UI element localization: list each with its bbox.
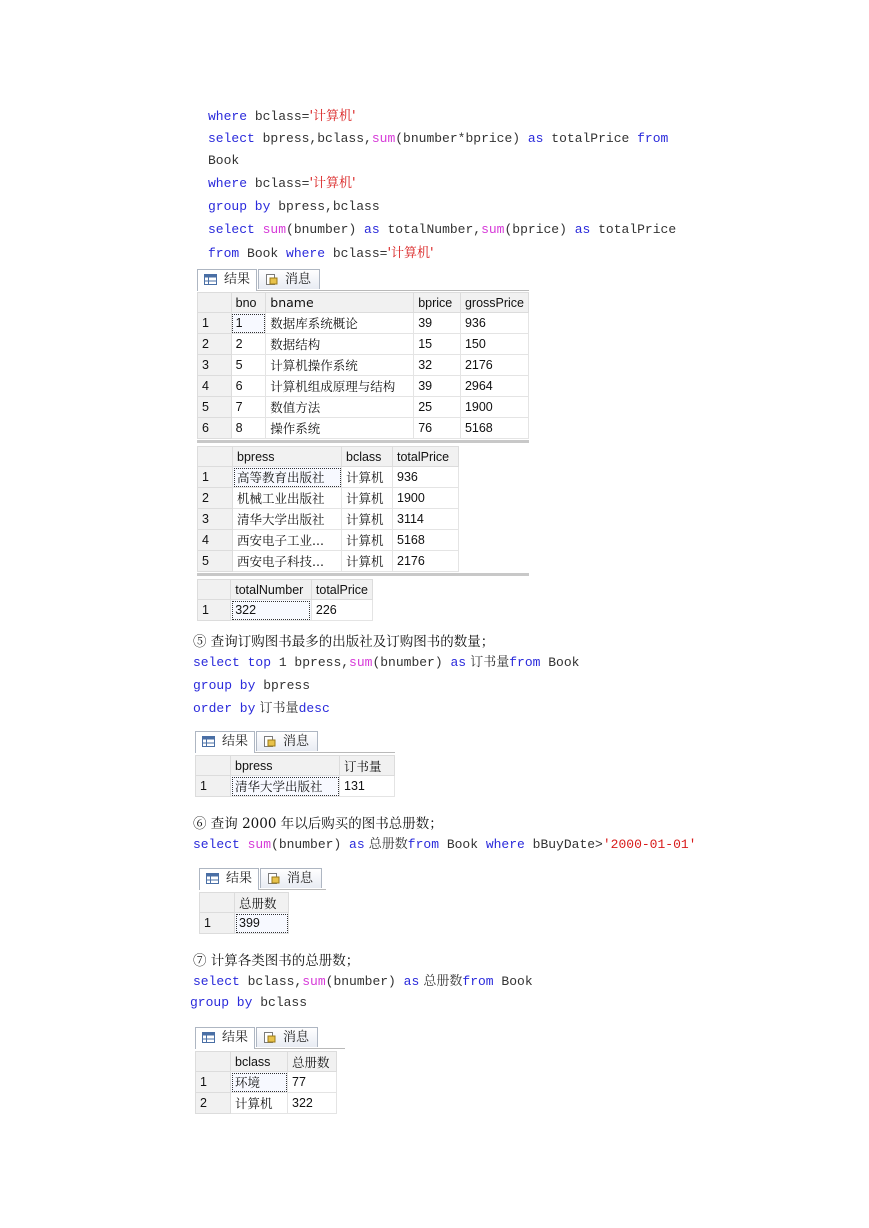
code-line bbox=[193, 836, 696, 854]
table-cell[interactable]: 76 bbox=[414, 418, 461, 439]
function-name: sum bbox=[247, 837, 272, 852]
code-text: bclass= bbox=[247, 109, 310, 124]
table-cell[interactable]: 清华大学出版社 bbox=[231, 776, 340, 797]
table-row[interactable] bbox=[196, 776, 395, 797]
row-number: 3 bbox=[198, 355, 232, 376]
keyword: from bbox=[462, 974, 494, 989]
table-row[interactable] bbox=[198, 355, 529, 376]
table-cell[interactable]: 2964 bbox=[460, 376, 528, 397]
section-heading: ⑥ 查询 2000 年以后购买的图书总册数； bbox=[193, 816, 443, 832]
table-header-row bbox=[200, 893, 289, 913]
result-tabs bbox=[195, 1026, 345, 1049]
table-row[interactable] bbox=[198, 418, 529, 439]
row-number: 1 bbox=[198, 600, 231, 621]
table-row[interactable] bbox=[198, 488, 459, 509]
table-cell[interactable]: 西安电子工业... bbox=[233, 530, 342, 551]
row-number-header bbox=[198, 293, 232, 313]
code-text: bclass bbox=[252, 995, 308, 1010]
code-text: bclass, bbox=[239, 974, 303, 989]
code-text: 订书量 bbox=[255, 701, 299, 716]
function-name: sum bbox=[371, 131, 396, 146]
keyword: as bbox=[527, 131, 544, 146]
section-heading: ⑦ 计算各类图书的总册数； bbox=[193, 953, 360, 969]
table-cell[interactable]: 25 bbox=[414, 397, 461, 418]
table-cell[interactable]: 131 bbox=[340, 776, 395, 797]
result-tabs bbox=[195, 730, 395, 753]
table-cell[interactable]: 15 bbox=[414, 334, 461, 355]
result-table-top-press bbox=[195, 755, 395, 797]
keyword: select bbox=[193, 837, 240, 852]
keyword: group by bbox=[190, 995, 253, 1010]
grid-splitter[interactable] bbox=[197, 440, 529, 443]
table-cell[interactable]: 1900 bbox=[393, 488, 459, 509]
result-tabs bbox=[199, 867, 326, 890]
table-cell[interactable]: 39 bbox=[414, 376, 461, 397]
row-number: 6 bbox=[198, 418, 232, 439]
row-number-header bbox=[198, 580, 231, 600]
keyword: from bbox=[637, 131, 669, 146]
code-line bbox=[193, 973, 533, 991]
table-cell[interactable]: 936 bbox=[460, 313, 528, 334]
table-cell[interactable]: 77 bbox=[288, 1072, 337, 1093]
code-text: (bprice) bbox=[504, 222, 575, 237]
row-number-header bbox=[196, 1052, 231, 1072]
result-tabs bbox=[197, 268, 529, 291]
grid-icon bbox=[202, 736, 215, 747]
code-text: 总册数 bbox=[419, 974, 463, 989]
code-text: Book bbox=[439, 837, 486, 852]
column-header: bprice bbox=[414, 293, 461, 313]
row-number: 2 bbox=[196, 1093, 231, 1114]
row-number: 5 bbox=[198, 551, 233, 572]
code-text: (bnumber) bbox=[286, 222, 365, 237]
tab-messages[interactable] bbox=[256, 1027, 318, 1047]
tab-label: 结果 bbox=[222, 734, 249, 749]
row-number: 1 bbox=[198, 467, 233, 488]
code-text: bpress,bclass, bbox=[254, 131, 372, 146]
tab-label: 消息 bbox=[285, 272, 312, 287]
code-line bbox=[208, 130, 668, 148]
row-number-header bbox=[198, 447, 233, 467]
function-name: sum bbox=[302, 974, 326, 989]
table-cell[interactable]: 32 bbox=[414, 355, 461, 376]
tab-label: 结果 bbox=[222, 1030, 249, 1045]
grid-icon bbox=[202, 1032, 215, 1043]
table-cell[interactable]: 计算机组成原理与结构 bbox=[266, 376, 414, 397]
keyword: as bbox=[349, 837, 365, 852]
keyword: where bbox=[208, 109, 248, 124]
message-icon bbox=[263, 1032, 276, 1043]
keyword: top bbox=[247, 655, 272, 670]
keyword: select bbox=[193, 974, 240, 989]
keyword: as bbox=[403, 974, 420, 989]
keyword: where bbox=[485, 837, 525, 852]
code-line bbox=[208, 245, 434, 263]
column-header: totalPrice bbox=[311, 580, 372, 600]
function-name: sum bbox=[481, 222, 505, 237]
keyword: as bbox=[364, 222, 380, 237]
keyword: from bbox=[208, 246, 240, 261]
table-cell[interactable]: 操作系统 bbox=[266, 418, 414, 439]
table-cell[interactable]: 6 bbox=[231, 376, 266, 397]
code-line bbox=[190, 994, 307, 1012]
row-number: 3 bbox=[198, 509, 233, 530]
column-header: bclass bbox=[231, 1052, 288, 1072]
code-text: Book bbox=[540, 655, 580, 670]
row-number: 2 bbox=[198, 334, 232, 355]
table-cell[interactable]: 226 bbox=[311, 600, 372, 621]
tab-results[interactable] bbox=[199, 868, 259, 890]
column-header: bno bbox=[231, 293, 266, 313]
keyword: as bbox=[574, 222, 591, 237]
table-cell[interactable]: 1900 bbox=[460, 397, 528, 418]
table-cell[interactable]: 1 bbox=[231, 313, 266, 334]
table-cell[interactable]: 322 bbox=[231, 600, 312, 621]
code-line bbox=[193, 654, 579, 672]
code-line bbox=[208, 175, 356, 193]
table-cell[interactable]: 150 bbox=[460, 334, 528, 355]
column-header: bclass bbox=[342, 447, 393, 467]
code-line bbox=[208, 152, 239, 170]
row-number: 1 bbox=[196, 776, 231, 797]
tab-messages[interactable] bbox=[258, 269, 320, 289]
grid-icon bbox=[206, 873, 219, 884]
result-table-totals bbox=[197, 579, 373, 621]
string-literal: '计算机' bbox=[309, 176, 356, 191]
keyword: select bbox=[208, 131, 255, 146]
column-header: 总册数 bbox=[235, 893, 289, 913]
keyword: select bbox=[208, 222, 255, 237]
string-literal: '计算机' bbox=[387, 246, 434, 261]
table-header-row bbox=[198, 447, 459, 467]
keyword: group by bbox=[193, 678, 256, 693]
table-row[interactable] bbox=[198, 600, 373, 621]
row-number-header bbox=[196, 756, 231, 776]
row-number: 1 bbox=[198, 313, 232, 334]
code-text: bpress,bclass bbox=[270, 199, 380, 214]
function-name: sum bbox=[262, 222, 287, 237]
code-line bbox=[193, 700, 330, 718]
tab-results[interactable] bbox=[195, 1027, 255, 1049]
table-cell[interactable]: 清华大学出版社 bbox=[233, 509, 342, 530]
column-header: bpress bbox=[231, 756, 340, 776]
function-name: sum bbox=[349, 655, 373, 670]
table-row[interactable] bbox=[196, 1093, 337, 1114]
code-line bbox=[208, 108, 356, 126]
table-cell[interactable]: 数据库系统概论 bbox=[266, 313, 414, 334]
table-row[interactable] bbox=[198, 530, 459, 551]
keyword: select bbox=[193, 655, 240, 670]
keyword: from bbox=[509, 655, 541, 670]
tab-label: 消息 bbox=[283, 734, 310, 749]
code-text bbox=[255, 222, 263, 237]
tab-messages[interactable] bbox=[260, 868, 322, 888]
table-cell[interactable]: 计算机 bbox=[342, 509, 393, 530]
table-row[interactable] bbox=[198, 313, 529, 334]
table-cell[interactable]: 西安电子科技... bbox=[233, 551, 342, 572]
keyword: from bbox=[407, 837, 440, 852]
table-cell[interactable]: 5168 bbox=[460, 418, 528, 439]
tab-label: 结果 bbox=[224, 272, 251, 287]
result-table-class-count bbox=[195, 1051, 337, 1114]
row-number-header bbox=[200, 893, 235, 913]
row-number: 4 bbox=[198, 376, 232, 397]
tab-label: 消息 bbox=[283, 1030, 310, 1045]
table-cell[interactable]: 数据结构 bbox=[266, 334, 414, 355]
table-cell[interactable]: 计算机 bbox=[342, 551, 393, 572]
table-cell[interactable]: 399 bbox=[235, 913, 289, 934]
table-cell[interactable]: 环境 bbox=[231, 1072, 288, 1093]
table-cell[interactable]: 数值方法 bbox=[266, 397, 414, 418]
table-header-row bbox=[196, 756, 395, 776]
keyword: group by bbox=[208, 199, 271, 214]
table-cell[interactable]: 2176 bbox=[393, 551, 459, 572]
code-text: totalPrice bbox=[590, 222, 677, 237]
message-icon bbox=[263, 736, 276, 747]
tab-messages[interactable] bbox=[256, 731, 318, 751]
table-cell[interactable]: 计算机操作系统 bbox=[266, 355, 414, 376]
code-text: Book bbox=[239, 246, 287, 261]
table-cell[interactable]: 39 bbox=[414, 313, 461, 334]
column-header: grossPrice bbox=[460, 293, 528, 313]
table-cell[interactable]: 计算机 bbox=[342, 488, 393, 509]
table-row[interactable] bbox=[198, 334, 529, 355]
table-cell[interactable]: 322 bbox=[288, 1093, 337, 1114]
table-header-row bbox=[196, 1052, 337, 1072]
result-table-books bbox=[197, 292, 529, 439]
row-number: 4 bbox=[198, 530, 233, 551]
table-cell[interactable]: 机械工业出版社 bbox=[233, 488, 342, 509]
table-row[interactable] bbox=[196, 1072, 337, 1093]
row-number: 5 bbox=[198, 397, 232, 418]
code-text: (bnumber) bbox=[271, 837, 350, 852]
result-table-press bbox=[197, 446, 459, 572]
tab-label: 结果 bbox=[226, 871, 253, 886]
result-table-total-count bbox=[199, 892, 289, 934]
code-text: bBuyDate> bbox=[524, 837, 603, 852]
keyword: desc bbox=[298, 701, 330, 716]
code-text: bclass= bbox=[247, 176, 310, 191]
code-text bbox=[240, 837, 248, 852]
message-icon bbox=[267, 873, 280, 884]
table-cell[interactable]: 8 bbox=[231, 418, 266, 439]
row-number: 1 bbox=[200, 913, 235, 934]
table-cell[interactable]: 2176 bbox=[460, 355, 528, 376]
column-header: 总册数 bbox=[288, 1052, 337, 1072]
table-cell[interactable]: 5 bbox=[231, 355, 266, 376]
message-icon bbox=[265, 274, 278, 285]
section-heading: ⑤ 查询订购图书最多的出版社及订购图书的数量； bbox=[193, 634, 495, 650]
code-text: Book bbox=[208, 153, 240, 168]
table-cell[interactable]: 3114 bbox=[393, 509, 459, 530]
keyword: order by bbox=[193, 701, 256, 716]
column-header: bpress bbox=[233, 447, 342, 467]
code-text: 总册数 bbox=[364, 837, 408, 852]
row-number: 1 bbox=[196, 1072, 231, 1093]
code-text: (bnumber) bbox=[372, 655, 451, 670]
table-row[interactable] bbox=[198, 467, 459, 488]
string-literal: '2000-01-01' bbox=[602, 837, 697, 852]
table-header-row bbox=[198, 293, 529, 313]
code-text: bpress bbox=[255, 678, 311, 693]
table-row[interactable] bbox=[200, 913, 289, 934]
table-cell[interactable]: 936 bbox=[393, 467, 459, 488]
code-text: 1 bpress, bbox=[271, 655, 350, 670]
grid-icon bbox=[204, 274, 217, 285]
tab-results[interactable] bbox=[195, 731, 255, 753]
keyword: where bbox=[286, 246, 326, 261]
table-row[interactable] bbox=[198, 551, 459, 572]
code-text bbox=[240, 655, 248, 670]
code-text: bclass= bbox=[325, 246, 388, 261]
code-text: Book bbox=[493, 974, 533, 989]
table-cell[interactable]: 高等教育出版社 bbox=[233, 467, 342, 488]
tab-label: 消息 bbox=[287, 871, 314, 886]
table-row[interactable] bbox=[198, 509, 459, 530]
table-cell[interactable]: 计算机 bbox=[342, 467, 393, 488]
tab-results[interactable] bbox=[197, 269, 257, 291]
code-line bbox=[208, 198, 380, 216]
code-text: totalPrice bbox=[543, 131, 638, 146]
grid-splitter[interactable] bbox=[197, 573, 529, 576]
column-header: totalPrice bbox=[393, 447, 459, 467]
code-text: 订书量 bbox=[466, 655, 510, 670]
column-header: 订书量 bbox=[340, 756, 395, 776]
table-row[interactable] bbox=[198, 397, 529, 418]
string-literal: '计算机' bbox=[309, 109, 356, 124]
row-number: 2 bbox=[198, 488, 233, 509]
table-row[interactable] bbox=[198, 376, 529, 397]
table-cell[interactable]: 计算机 bbox=[342, 530, 393, 551]
column-header: totalNumber bbox=[231, 580, 312, 600]
keyword: as bbox=[450, 655, 467, 670]
column-header: bname bbox=[266, 293, 414, 313]
table-cell[interactable]: 2 bbox=[231, 334, 266, 355]
code-text: totalNumber, bbox=[379, 222, 482, 237]
table-cell[interactable]: 7 bbox=[231, 397, 266, 418]
table-header-row bbox=[198, 580, 373, 600]
table-cell[interactable]: 5168 bbox=[393, 530, 459, 551]
table-cell[interactable]: 计算机 bbox=[231, 1093, 288, 1114]
code-line bbox=[208, 221, 676, 239]
code-text: (bnumber*bprice) bbox=[395, 131, 528, 146]
code-text: (bnumber) bbox=[325, 974, 404, 989]
code-line bbox=[193, 677, 310, 695]
keyword: where bbox=[208, 176, 248, 191]
